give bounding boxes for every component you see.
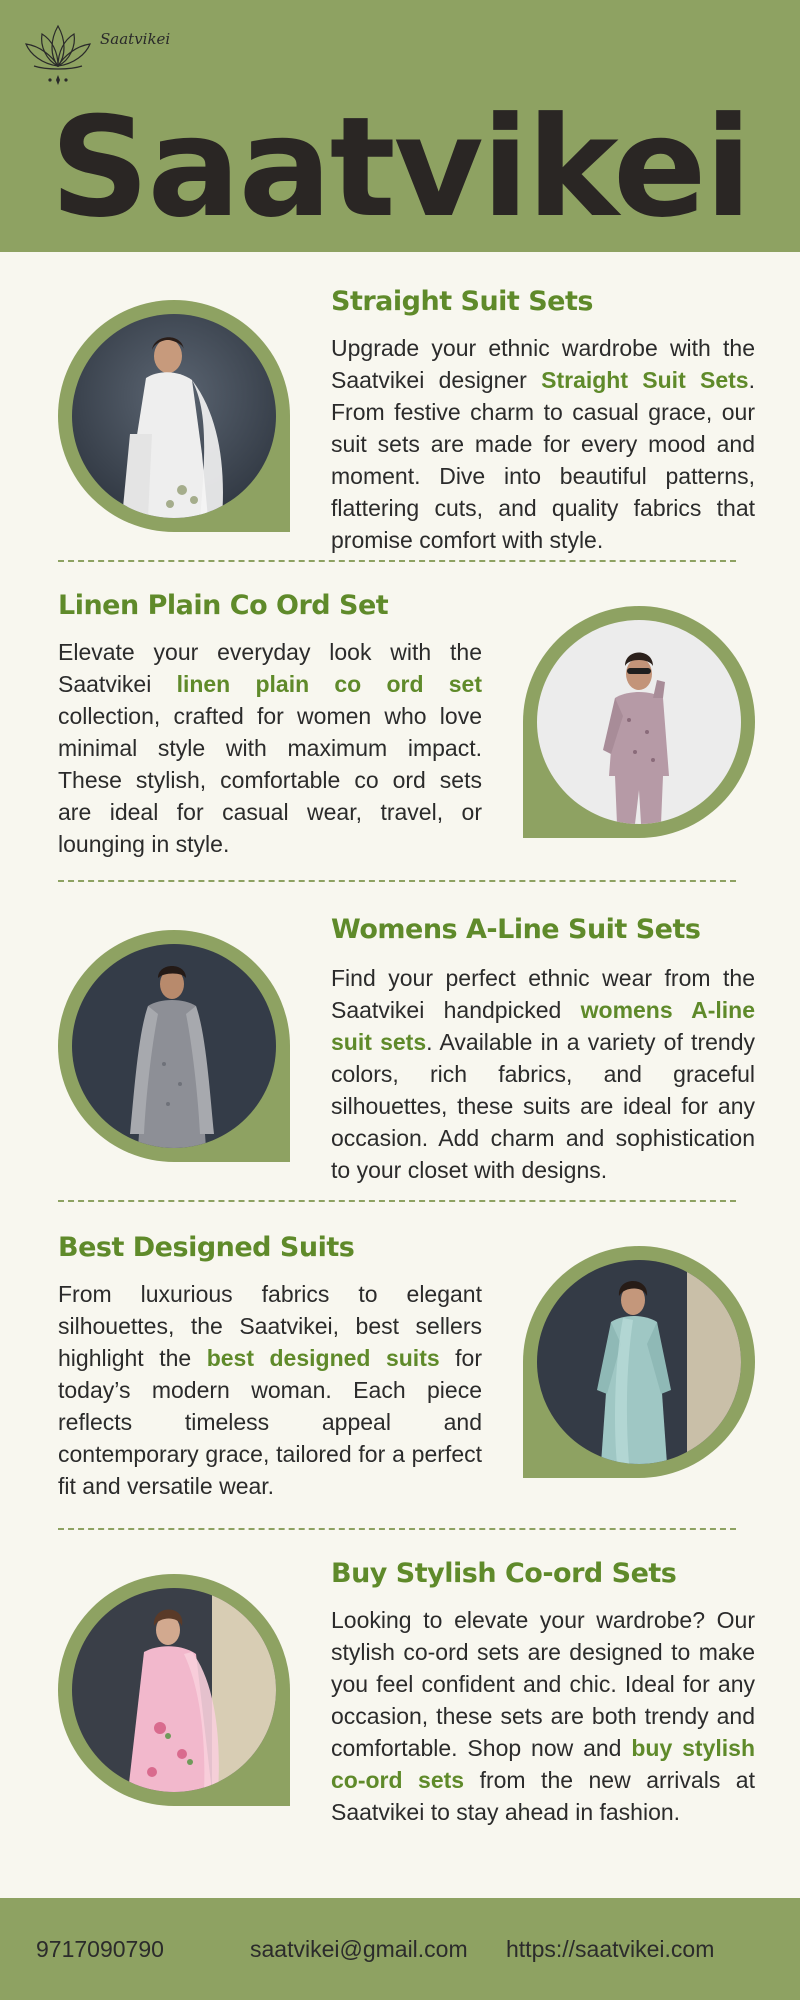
- keyword-link[interactable]: buy stylish co-ord sets: [331, 1735, 755, 1793]
- woman-aqua-suit-photo: [537, 1260, 741, 1464]
- section-description: [331, 332, 755, 556]
- keyword-link[interactable]: womens A-line suit sets: [331, 997, 756, 1055]
- woman-white-suit-photo: [72, 314, 276, 518]
- brand-logo[interactable]: [20, 18, 170, 88]
- woman-grey-suit-photo: [72, 944, 276, 1148]
- description-text: Find your perfect ethnic wear from the Saatvikei handpicked: [331, 965, 755, 1023]
- description-text: Elevate your everyday look with the Saatvikei: [58, 639, 482, 697]
- description-text: from the new arrivals at Saatvikei to stay ahead in fashion.: [331, 1767, 755, 1825]
- description-text: From luxurious fabrics to elegant silhouettes, the Saatvikei, best sellers highlight the: [58, 1281, 482, 1371]
- keyword-link[interactable]: Straight Suit Sets: [541, 367, 749, 393]
- section-description: [331, 1604, 755, 1828]
- product-photo-frame[interactable]: [58, 300, 290, 532]
- description-text: . From festive charm to casual grace, our suit sets are made for every mood and moment. Dive into beautiful patterns, flattering cuts, and quality fabrics that promise comfort with style.: [331, 367, 755, 553]
- section-heading: Womens A-Line Suit Sets: [331, 914, 701, 945]
- product-photo-frame[interactable]: [58, 1574, 290, 1806]
- description-text: for today’s modern woman. Each piece reflects timeless appeal and contemporary grace, tailored for a perfect fit and versatile wear.: [58, 1345, 483, 1499]
- logo-wordmark: Saatvikei: [100, 30, 171, 48]
- dashed-divider: [58, 1200, 736, 1202]
- website-link[interactable]: https://saatvikei.com: [506, 1936, 715, 1962]
- description-text: Looking to elevate your wardrobe? Our stylish co-ord sets are designed to make you feel confident and chic. Ideal for any occasion, these sets are both trendy and comfortable. Shop now and: [331, 1607, 755, 1761]
- lotus-icon: [20, 18, 100, 88]
- description-text: . Available in a variety of trendy colors, rich fabrics, and graceful silhouettes, these suits are ideal for any occasion. Add charm and sophistication to your closet with designs.: [331, 1029, 755, 1183]
- section-description: [331, 962, 755, 1186]
- description-text: collection, crafted for women who love minimal style with maximum impact. These stylish, comfortable co ord sets are ideal for casual wear, travel, or lounging in style.: [58, 703, 482, 857]
- section-heading: Straight Suit Sets: [331, 286, 593, 317]
- brand-title: Saatvikei: [50, 87, 750, 248]
- product-photo-frame[interactable]: [523, 1246, 755, 1478]
- section-heading: Linen Plain Co Ord Set: [58, 590, 389, 621]
- dashed-divider: [58, 560, 736, 562]
- section-description: [58, 1278, 482, 1502]
- header-banner: [0, 0, 800, 252]
- dashed-divider: [58, 1528, 736, 1530]
- footer-contact-bar: [0, 1898, 800, 2000]
- phone-number[interactable]: 9717090790: [36, 1936, 164, 1962]
- section-heading: Buy Stylish Co-ord Sets: [331, 1558, 677, 1589]
- email-link[interactable]: saatvikei@gmail.com: [250, 1936, 468, 1962]
- section-description: [58, 636, 482, 860]
- keyword-link[interactable]: linen plain co ord set: [176, 671, 482, 697]
- dashed-divider: [58, 880, 736, 882]
- product-photo-frame[interactable]: [523, 606, 755, 838]
- description-text: Upgrade your ethnic wardrobe with the Saatvikei designer: [331, 335, 755, 393]
- woman-coord-set-photo: [537, 620, 741, 824]
- woman-pink-suit-photo: [72, 1588, 276, 1792]
- section-heading: Best Designed Suits: [58, 1232, 355, 1263]
- product-photo-frame[interactable]: [58, 930, 290, 1162]
- keyword-link[interactable]: best designed suits: [206, 1345, 440, 1371]
